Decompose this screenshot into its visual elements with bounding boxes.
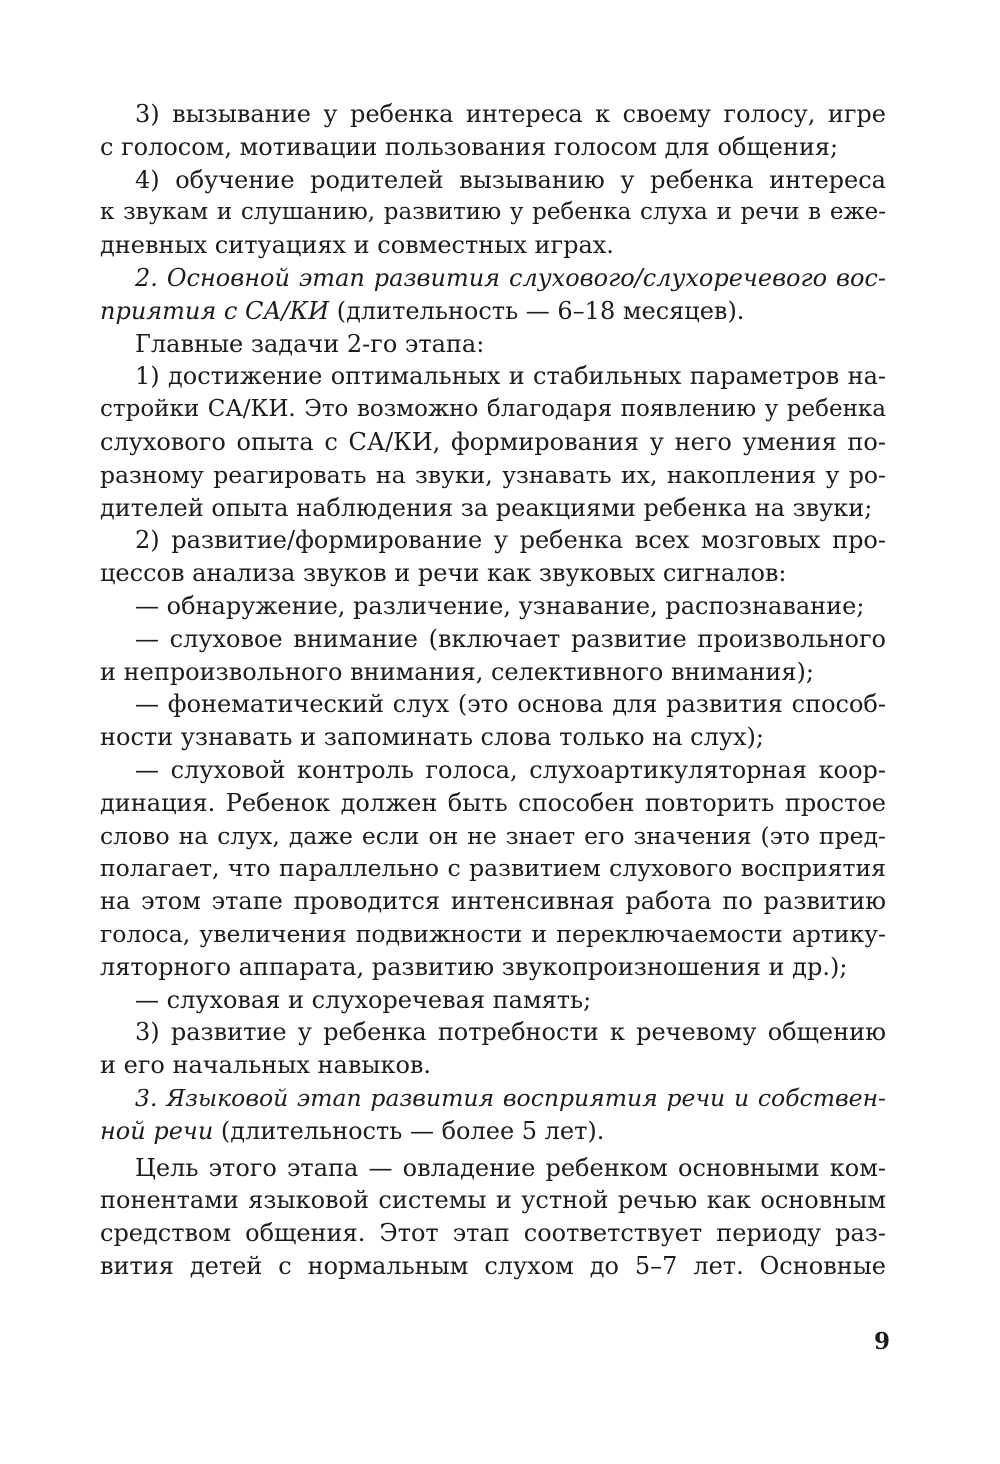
text-line: голоса, увеличения подвижности и переключаемости артику-	[100, 919, 886, 948]
text-line: цессов анализа звуков и речи как звуковых сигналов:	[100, 559, 787, 588]
text-line	[100, 1115, 886, 1148]
section-heading-line: 2. Основной этап развития слухового/слухоречевого вос-	[135, 263, 886, 292]
text-line: понентами языковой системы и устной речью как основным	[100, 1186, 886, 1215]
text-line: средством общения. Этот этап соответствует периоду раз-	[100, 1219, 886, 1248]
text-line: 4) обучение родителей вызыванию у ребенка интереса	[135, 165, 886, 194]
text-line: и его начальных навыков.	[100, 1051, 432, 1080]
text-line: 1) достижение оптимальных и стабильных параметров на-	[135, 362, 886, 391]
duration-text: (длительность — более 5 лет).	[213, 1116, 605, 1145]
page-number: 9	[873, 1328, 890, 1355]
text-line: 3) вызывание у ребенка интереса к своему голосу, игре	[135, 100, 886, 128]
text-line: полагает, что параллельно с развитием слухового восприятия	[100, 854, 886, 883]
text-line: стройки СА/КИ. Это возможно благодаря появлению у ребенка	[100, 396, 886, 423]
text-line: слово на слух, даже если он не знает его значения (это пред-	[100, 821, 886, 850]
section-heading-line: 3. Языковой этап развития восприятия речи и собствен-	[135, 1083, 886, 1112]
text-line: 3) развитие у ребенка потребности к речевому общению	[135, 1018, 886, 1047]
text-line: с голосом, мотивации пользования голосом для общения;	[100, 132, 839, 161]
section-heading-text: ной речи	[100, 1116, 214, 1145]
text-line: динация. Ребенок должен быть способен повторить простое	[100, 788, 886, 817]
text-line: к звукам и слушанию, развитию у ребенка слуха и речи в еже-	[100, 199, 886, 226]
text-line: разному реагировать на звуки, узнавать их, накопления у ро-	[100, 460, 886, 489]
list-item: — слуховой контроль голоса, слухоартикуляторная коор-	[135, 755, 886, 784]
text-line: на этом этапе проводится интенсивная работа по развитию	[100, 887, 886, 916]
text-line: ляторного аппарата, развитию звукопроизношения и др.);	[100, 952, 848, 981]
duration-text: (длительность — 6–18 месяцев).	[329, 296, 745, 325]
list-item: — обнаружение, различение, узнавание, распознавание;	[135, 591, 865, 620]
text-line	[100, 295, 886, 328]
text-line: дневных ситуациях и совместных играх.	[100, 231, 614, 260]
text-line: и непроизвольного внимания, селективного внимания);	[100, 657, 814, 686]
text-line: 2) развитие/формирование у ребенка всех мозговых про-	[135, 526, 886, 555]
text-line: ности узнавать и запоминать слова только на слух);	[100, 723, 764, 752]
list-item: — фонематический слух (это основа для развития способ-	[135, 690, 886, 719]
text-line: дителей опыта наблюдения за реакциями ребенка на звуки;	[100, 493, 873, 522]
page-body	[100, 98, 886, 1283]
text-line: слухового опыта с СА/КИ, формирования у него умения по-	[100, 427, 886, 456]
list-item: — слуховое внимание (включает развитие произвольного	[135, 624, 886, 653]
text-line: Главные задачи 2-го этапа:	[135, 329, 485, 358]
list-item: — слуховая и слухоречевая память;	[135, 985, 592, 1014]
section-heading-text: приятия с СА/КИ	[100, 296, 330, 325]
text-line: Цель этого этапа — овладение ребенком основными ком-	[135, 1153, 886, 1182]
text-line: вития детей с нормальным слухом до 5–7 лет. Основные	[100, 1251, 886, 1280]
